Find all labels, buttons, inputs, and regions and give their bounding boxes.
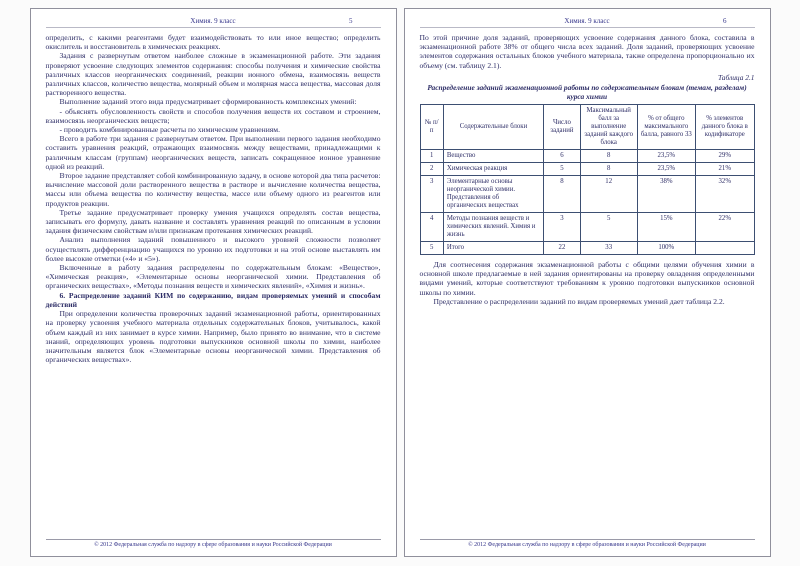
page-header-title: Химия. 9 класс [190,17,236,25]
table-cell: 8 [580,150,637,163]
page-left [30,8,397,557]
table-cell: 22% [696,213,754,242]
table-caption: Распределение заданий экзаменационной работы по содержательным блокам (темам, разделам) курса химии [427,83,747,102]
paragraph: Включенные в работу задания распределены по содержательным блокам: «Вещество», «Химическая реакция», «Элементарные основы неорганической химии. Представления об органических веществах», «Методы познания веществ и химических явлений», «Химия и жизнь». [45,263,381,291]
table-cell [696,242,754,255]
table-row-total [420,242,754,255]
page-header-title: Химия. 9 класс [564,17,610,25]
table-cell: 2 [420,163,443,176]
list-item-dash: - проводить комбинированные расчеты по химическим уравнениям. [59,125,280,135]
section-heading: 6. Распределение заданий КИМ по содержанию, видам проверяемых умений и способам действий [45,290,381,309]
table-header-row [420,105,754,150]
table-cell: 5 [544,163,581,176]
table-row [420,176,754,213]
paragraph: Для соотнесения содержания экзаменационной работы с общими целями обучения химии в основной школе предлагаемые в ней задания ориентированы на проверку овладения определенными видами умений, которые соответствуют требованиям к уровню подготовки выпускников основной школы по химии. [419,260,755,297]
table-cell: 100% [637,242,695,255]
paragraph: Всего в работе три задания с развернутым ответом. При выполнении первого задания необходимо составить уравнения реакций, отражающих взаимосвязь между веществами, принадлежащими к различным классам (группам) неорганических веществ, записать сокращенное ионное уравнение одной из реакций. [45,134,381,171]
table-cell: 21% [696,163,754,176]
table-cell: 32% [696,176,754,213]
table-row [420,213,754,242]
page-footer: © 2012 Федеральная служба по надзору в сфере образования и науки Российской Федерации [420,539,755,548]
column-header: Содержательные блоки [443,105,543,150]
paragraph: Второе задание представляет собой комбинированную задачу, в основе которой два типа расчетов: вычисление массовой доли растворенного вещества в растворе и вычисление количества вещества, массы или объема вещества по количеству вещества, массе или объему одного из реагентов или продуктов реакции. [45,171,381,208]
paragraph: Выполнение заданий этого вида предусматривает сформированность комплексных умений: [59,97,357,107]
table-cell: 3 [420,176,443,213]
table-cell: 23,5% [637,150,695,163]
table-cell: 1 [420,150,443,163]
page-number: 5 [349,17,353,25]
table-row [420,150,754,163]
paragraph: При определении количества проверочных заданий экзаменационной работы, ориентированных на проверку усвоения учебного материала отдельных содержательных блоков, учитывалось, какой объем каждый из них занимает в курсе химии. Например, было принято во внимание, что в системе знаний, определяющих уровень подготовки выпускников основной школы по химии, наиболее значительным является блок «Элементарные основы неорганической химии. Представления об органических веществах». [45,309,381,365]
list-item-dash: - объяснять обусловленность свойств и способов получения веществ их составом и строением, взаимосвязь неорганических веществ; [45,106,381,125]
table-cell: Методы познания веществ и химических явлений. Химия и жизнь [443,213,543,242]
table-row [420,163,754,176]
table-cell: 22 [544,242,581,255]
page-body [420,33,755,306]
column-header: % элементов данного блока в кодификаторе [696,105,754,150]
page-header [420,17,755,28]
table-cell: 33 [580,242,637,255]
table-cell: 5 [580,213,637,242]
table-cell: 15% [637,213,695,242]
table-cell: 29% [696,150,754,163]
table-cell: Элементарные основы неорганической химии. Представления об органических веществах [443,176,543,213]
table-cell: 6 [544,150,581,163]
page-footer: © 2012 Федеральная служба по надзору в сфере образования и науки Российской Федерации [46,539,381,548]
page-body [46,33,381,364]
paragraph: Анализ выполнения заданий повышенного и высокого уровней сложности позволяет осуществлять дифференциацию учащихся по уровню их подготовки и на этой основе выставлять им более высокие отметки («4» и «5»). [45,235,381,263]
paragraph: определить, с какими реагентами будет взаимодействовать то или иное вещество; определить окислитель и восстановитель в химических реакциях. [45,33,381,52]
table-cell: Химическая реакция [443,163,543,176]
paragraph: Задания с развернутым ответом наиболее сложные в экзаменационной работе. Эти задания проверяют усвоение следующих элементов содержания: способы получения и химические свойства различных классов неорганических соединений, реакции ионного обмена, взаимосвязь веществ различных классов, количество вещества, молярный объем и молярная масса вещества, массовая доля растворенного вещества. [45,51,381,98]
table-cell: 23,5% [637,163,695,176]
column-header: % от общего максимального балла, равного 33 [637,105,695,150]
table-cell: 5 [420,242,443,255]
page-number: 6 [723,17,727,25]
table-label: Таблица 2.1 [717,72,755,82]
table-2-1 [420,104,755,255]
table-cell: Итого [443,242,543,255]
table-cell: 12 [580,176,637,213]
table-cell: Вещество [443,150,543,163]
table-cell: 38% [637,176,695,213]
table-cell: 4 [420,213,443,242]
page-right [404,8,771,557]
column-header: Максимальный балл за выполнение заданий каждого блока [580,105,637,150]
paragraph: Третье задание предусматривает проверку умения учащихся определять состав вещества, записывать его формулу, давать название и составлять уравнения реакций по описанным в условии задания физическим свойствам и/или признакам протекания химических реакций. [45,207,381,236]
column-header: № п/п [420,105,443,150]
page-header [46,17,381,28]
paragraph: Представление о распределении заданий по видам проверяемых умений дает таблица 2.2. [433,296,725,306]
column-header: Число заданий [544,105,581,150]
table-cell: 8 [544,176,581,213]
table-cell: 3 [544,213,581,242]
table-cell: 8 [580,163,637,176]
paragraph: По этой причине доля заданий, проверяющих усвоение содержания данного блока, составила в экзаменационной работе 38% от общего числа всех заданий. Доля заданий, проверяющих усвоение элементов содержания остальных блоков учебного материала, также определена пропорционально их объему (см. таблицу 2.1). [419,33,755,70]
